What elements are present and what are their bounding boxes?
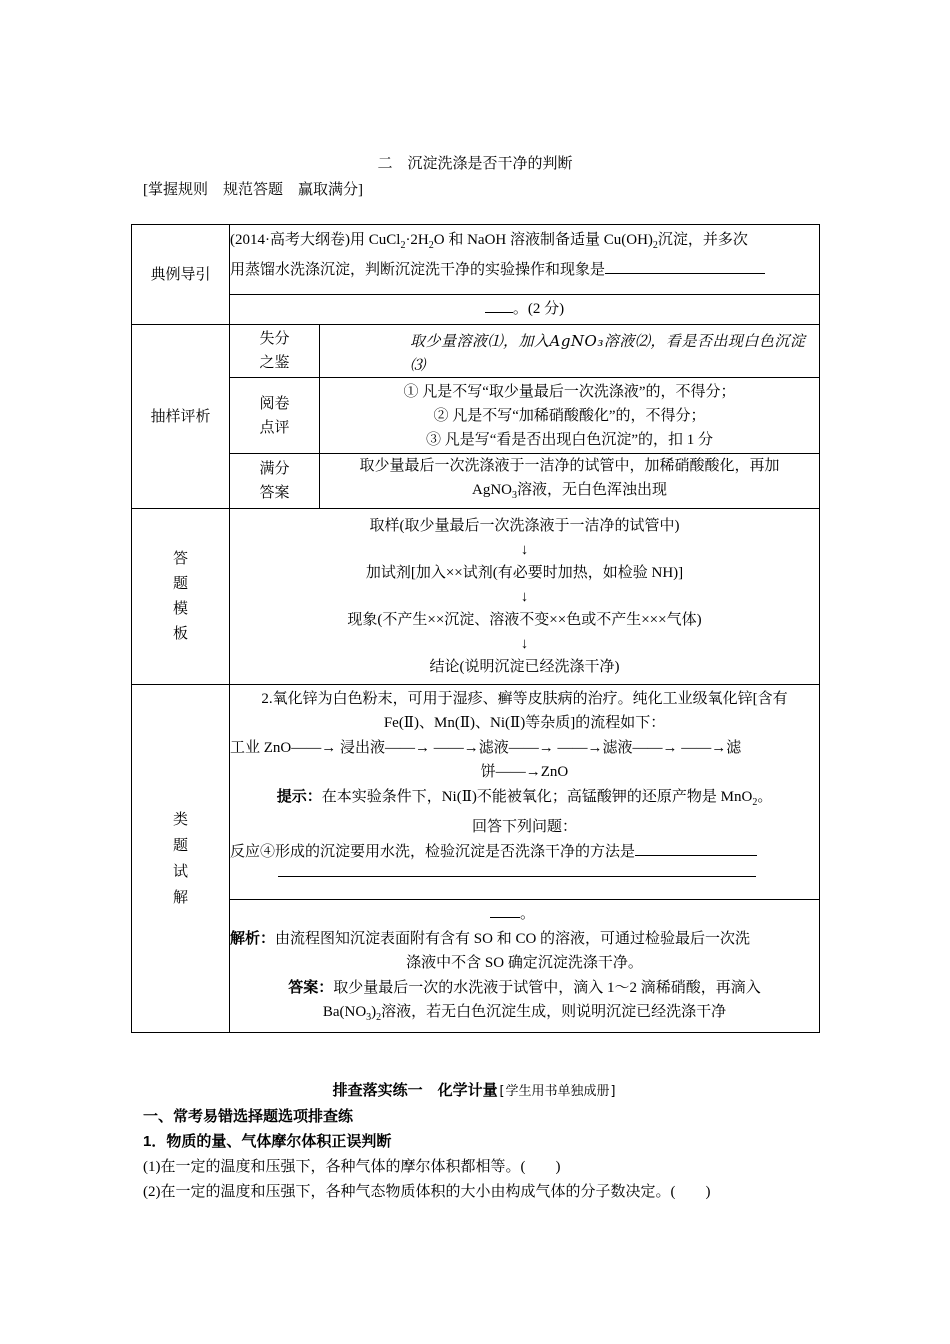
full-answer-label: 满分答案 bbox=[230, 454, 320, 509]
example-content bbox=[230, 225, 820, 325]
example-line-4: 。(2 分) bbox=[230, 297, 819, 321]
part1-heading: 一、常考易错选择题选项排查练 bbox=[143, 1108, 354, 1125]
practice-label: 类题试解 bbox=[132, 685, 230, 1033]
loss-label: 失分之鉴 bbox=[230, 325, 320, 378]
template-step-2: 加试剂[加入××试剂(有必要时加热，如检验 NH)] bbox=[365, 564, 684, 581]
down-arrow-icon: ↓ bbox=[520, 635, 529, 652]
grading-label: 阅卷点评 bbox=[230, 378, 320, 454]
hint: 提示：在本实验条件下，Ni(Ⅱ)不能被氧化；高锰酸钾的还原产物是 MnO$_2$。 bbox=[276, 787, 773, 808]
subheading: [掌握规则 规范答题 赢取满分] bbox=[143, 182, 363, 198]
answer-blank-end bbox=[485, 300, 513, 313]
answer-blank bbox=[605, 261, 765, 274]
full-answer-content: 取少量最后一次洗涤液于一洁净的试管中，加稀硝酸酸化，再加 AgNO$_3$溶液，无白色浑浊出现 bbox=[320, 454, 820, 509]
template-step-3: 现象(不产生××沉淀、溶液不变××色或不产生×××气体) bbox=[347, 611, 702, 628]
question-3: 反应④形成的沉淀要用水洗，检验沉淀是否洗涤干净的方法是 bbox=[230, 840, 819, 865]
flow-line-2: 饼——→ZnO bbox=[480, 764, 569, 780]
template-label: 答题模板 bbox=[132, 509, 230, 685]
grading-content: ① 凡是不写“取少量最后一次洗涤液”的，不得分； ② 凡是不写“加稀硝酸酸化”的，不得分； ③ 凡是写“看是否出现白色沉淀”的，扣 1 分 bbox=[320, 378, 820, 454]
item1-heading: 1．物质的量、气体摩尔体积正误判断 bbox=[143, 1133, 392, 1150]
template-step-1: 取样(取少量最后一次洗涤液于一洁净的试管中) bbox=[369, 517, 680, 534]
section2-heading: 排查落实练一 化学计量[学生用书单独成册] bbox=[332, 1082, 618, 1099]
answer: 答案：取少量最后一次的水洗液于试管中，滴入 1～2 滴稀硝酸，再滴入 bbox=[288, 978, 761, 996]
example-label: 典例导引 bbox=[132, 225, 230, 325]
down-arrow-icon: ↓ bbox=[520, 541, 529, 558]
review-label: 抽样评析 bbox=[132, 325, 230, 509]
review-grading-row bbox=[132, 378, 820, 454]
review-full-row bbox=[132, 454, 820, 509]
example-row bbox=[132, 225, 820, 325]
template-row bbox=[132, 509, 820, 685]
flow-line-1: 工业 ZnO——→ 浸出液——→ ——→滤液——→ ——→滤液——→ ——→滤 bbox=[230, 739, 742, 756]
example-source: (2014·高考大纲卷) bbox=[230, 232, 350, 248]
handwritten-answer: 取少量溶液⑴，加入AgNO₃溶液⑵，看是否出现白色沉淀⑶ bbox=[320, 325, 820, 378]
down-arrow-icon: ↓ bbox=[520, 588, 529, 605]
question-1: (1)在一定的温度和压强下，各种气体的摩尔体积都相等。( ) bbox=[143, 1159, 561, 1175]
analysis: 解析：由流程图知沉淀表面附有含有 SO 和 CO 的溶液，可通过检验最后一次洗 bbox=[230, 929, 751, 947]
question-2: (2)在一定的温度和压强下，各种气态物质体积的大小由构成气体的分子数决定。( ) bbox=[143, 1184, 711, 1200]
example-line-2: 用蒸馏水洗涤沉淀，判断沉淀洗干净的实验操作和现象是 bbox=[230, 258, 819, 282]
blank-line-1 bbox=[278, 864, 756, 877]
template-content bbox=[230, 509, 820, 685]
example-line-1: (2014·高考大纲卷)用 $CuCl_2\cdot 2H_2O$ 和 NaOH 溶液制备适量 $Cu(OH)_2$沉淀，并多次 bbox=[230, 232, 748, 251]
main-table bbox=[131, 224, 820, 1033]
practice-row bbox=[132, 685, 820, 1033]
section-title: 二 沉淀洗涤是否干净的判断 bbox=[377, 156, 573, 172]
blank-line-2 bbox=[230, 887, 819, 900]
practice-content: 2.氧化锌为白色粉末，可用于湿疹、癣等皮肤病的治疗。纯化工业级氧化锌[含有 Fe(Ⅱ)、Mn(Ⅱ)、Ni(Ⅱ)等杂质]的流程如下： 工业 ZnO——→ 浸出液——→ ——→滤液——→ ——→滤液——→ ——→滤 饼——→ZnO 提示：在本实验条件下，Ni(Ⅱ)不能被氧化；高锰酸钾的还原产物是 MnO$_2$。 回答下列问题： 反应④形成的沉淀要用水洗，检验沉淀是否洗涤干净的方法是 。 解析：由流程图知沉淀表面附有含有 SO 和 CO 的溶液，可通过检验最后一次洗 涤液中不含 SO 确定沉淀洗涤干净。 答案：取少量最后一次的水洗液于试管中，滴入 1～2 滴稀硝酸，再滴入 $Ba(NO_3)_2$溶液，若无白色沉淀生成，则说明沉淀已经洗涤干净 bbox=[230, 685, 820, 1033]
review-loss-row bbox=[132, 325, 820, 378]
answer-blank-line bbox=[230, 282, 819, 295]
template-step-4: 结论(说明沉淀已经洗涤干净) bbox=[429, 658, 620, 675]
